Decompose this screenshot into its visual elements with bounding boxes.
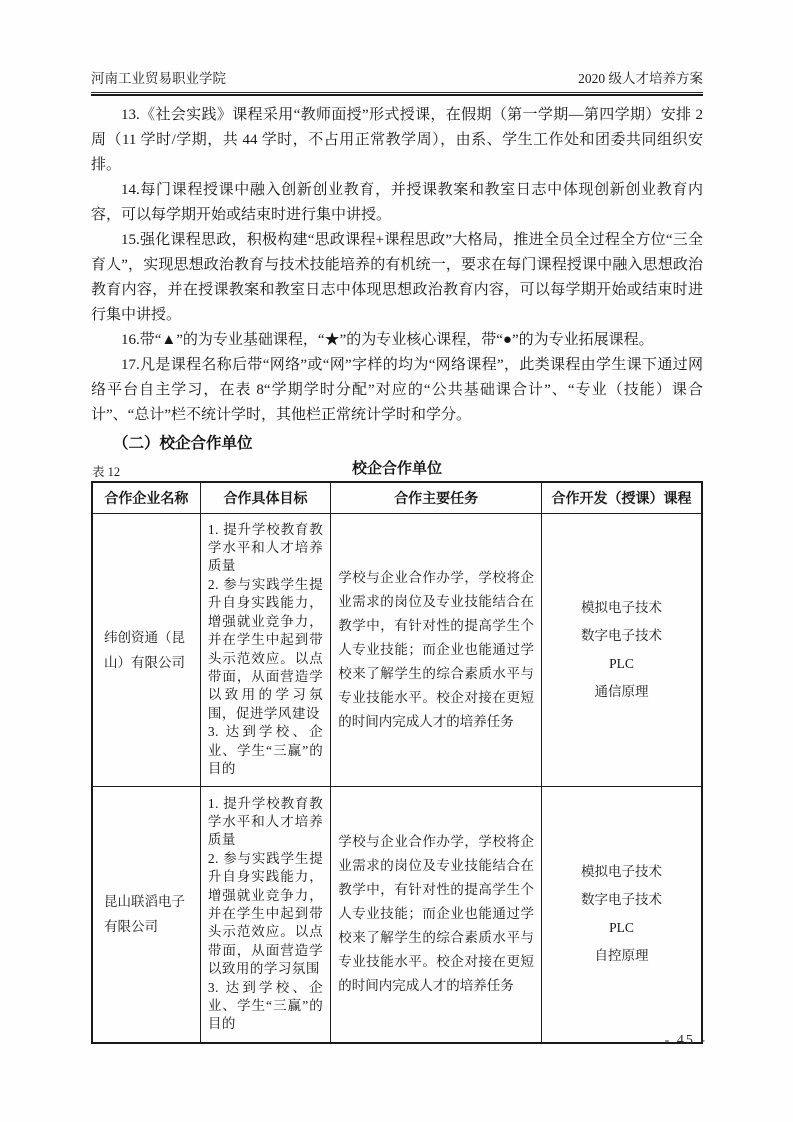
- course-item: PLC: [609, 920, 634, 936]
- paragraph-14: 14.每门课程授课中融入创新创业教育，并授课教案和教室日志中体现创新创业教育内容，可以每学期开始或结束时进行集中讲授。: [91, 182, 703, 223]
- course-item: 模拟电子技术: [580, 599, 662, 615]
- paragraph-16: 16.带“▲”的为专业基础课程，“★”的为专业核心课程，带“●”的为专业拓展课程。: [121, 332, 654, 348]
- course-item: 自控原理: [594, 948, 649, 964]
- goal-item: 2. 参与实践学生提升自身实践能力，增强就业竞争力，并在学生中起到带头示范效应。以点带面，从面营造学以致用的学习氛围: [207, 850, 324, 977]
- header-school-name: 河南工业贸易职业学院: [91, 71, 226, 86]
- course-item: 数字电子技术: [580, 892, 662, 908]
- table-row: [92, 513, 702, 786]
- goal-item: 1. 提升学校教育教学水平和人才培养质量: [207, 795, 324, 848]
- goal-item: 2. 参与实践学生提升自身实践能力，增强就业竞争力，并在学生中起到带头示范效应。以点带面，从面营造学以致用的学习氛围，促进学风建设: [207, 576, 324, 721]
- page-content: [91, 0, 703, 1044]
- table-caption: [91, 460, 703, 478]
- course-item: 通信原理: [594, 683, 649, 699]
- cell-company: 纬创资通（昆山）有限公司: [92, 513, 200, 786]
- header-tasks: 合作主要任务: [331, 482, 542, 513]
- header-rule: [91, 92, 703, 96]
- paragraph-15: 15.强化课程思政，积极构建“思政课程+课程思政”大格局，推进全员全过程全方位“三全育人”，实现思想政治教育与技术技能培养的有机统一，要求在每门课程授课中融入思想政治教育内容，并在授课教案和教室日志中体现思想政治教育内容，可以每学期开始或结束时进行集中讲授。: [91, 232, 703, 323]
- page-number: - 45 -: [664, 1033, 707, 1048]
- course-item: 模拟电子技术: [580, 864, 662, 880]
- table-label: 表 12: [92, 465, 121, 479]
- cell-tasks: 学校与企业合作办学，学校将企业需求的岗位及专业技能结合在教学中，有针对性的提高学生个人专业技能；而企业也能通过学校来了解学生的综合素质水平与专业技能水平。校企对接在更短的时间内完成人才的培养任务: [331, 513, 542, 786]
- header-program-title: 2020 级人才培养方案: [578, 71, 703, 86]
- cell-tasks: 学校与企业合作办学，学校将企业需求的岗位及专业技能结合在教学中，有针对性的提高学生个人专业技能；而企业也能通过学校来了解学生的综合素质水平与专业技能水平。校企对接在更短的时间内完成人才的培养任务: [331, 786, 542, 1043]
- header-goals: 合作具体目标: [200, 482, 330, 513]
- header-courses: 合作开发（授课）课程: [541, 482, 702, 513]
- cooperation-table: [91, 481, 703, 1044]
- goal-item: 1. 提升学校教育教学水平和人才培养质量: [207, 521, 324, 574]
- course-item: 数字电子技术: [580, 627, 662, 643]
- header-company: 合作企业名称: [92, 482, 200, 513]
- paragraph-13: 13.《社会实践》课程采用“教师面授”形式授课，在假期（第一学期—第四学期）安排 2 周（11 学时/学期，共 44 学时，不占用正常教学周），由系、学生工作处和团委共同组织安排。: [91, 107, 703, 173]
- cell-courses: [541, 513, 702, 786]
- cell-courses: [541, 786, 702, 1043]
- body-paragraphs: [91, 103, 703, 428]
- paragraph-17: 17.凡是课程名称后带“网络”或“网”字样的均为“网络课程”，此类课程由学生课下通过网络平台自主学习，在表 8“学期学时分配”对应的“公共基础课合计”、“专业（技能）课合计”、“总计”栏不统计学时，其他栏正常统计学时和学分。: [91, 357, 703, 423]
- table-header-row: [92, 482, 702, 513]
- goal-item: 3. 达到学校、企业、学生“三赢”的目的: [207, 979, 324, 1032]
- section-heading: （二）校企合作单位: [113, 435, 253, 452]
- table-row: [92, 786, 702, 1043]
- running-header: [91, 0, 703, 87]
- table-title: 校企合作单位: [351, 461, 442, 477]
- course-item: PLC: [609, 655, 634, 671]
- cell-goals: [200, 513, 330, 786]
- cell-goals: [200, 786, 330, 1043]
- cell-company: 昆山联滔电子有限公司: [92, 786, 200, 1043]
- goal-item: 3. 达到学校、企业、学生“三赢”的目的: [207, 724, 324, 776]
